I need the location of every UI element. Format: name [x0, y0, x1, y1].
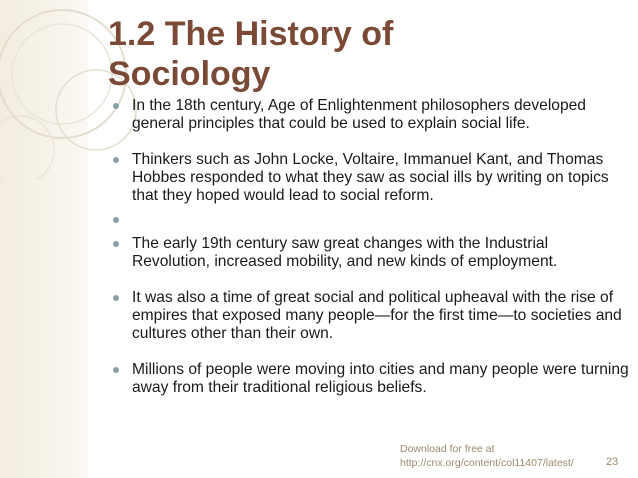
bullet-item: The early 19th century saw great changes with the Industrial Revolution, increased mobility, and new kinds of employment. [110, 235, 630, 271]
slide-title [108, 14, 528, 94]
bullet-item: Thinkers such as John Locke, Voltaire, Immanuel Kant, and Thomas Hobbes responded to what they saw as social ills by writing on topics that they hoped would lead to social reform. [110, 151, 630, 205]
bullet-item: In the 18th century, Age of Enlightenment philosophers developed general principles that could be used to explain social life. [110, 97, 630, 133]
footer-link[interactable]: http://cnx.org/content/col11407/latest/ [400, 457, 574, 469]
title-line-1: 1.2 The History of [108, 15, 394, 53]
footer-line-1: Download for free at [400, 443, 495, 455]
bullet-item-empty [110, 211, 630, 229]
download-footer [400, 442, 574, 470]
bullet-item: Millions of people were moving into cities and many people were turning away from their traditional religious beliefs. [110, 361, 630, 397]
bullet-list [110, 97, 630, 397]
bullet-item: It was also a time of great social and political upheaval with the rise of empires that exposed many people—for the first time—to societies and cultures other than their own. [110, 289, 630, 343]
title-line-2: Sociology [108, 55, 271, 93]
page-number: 23 [606, 456, 619, 468]
